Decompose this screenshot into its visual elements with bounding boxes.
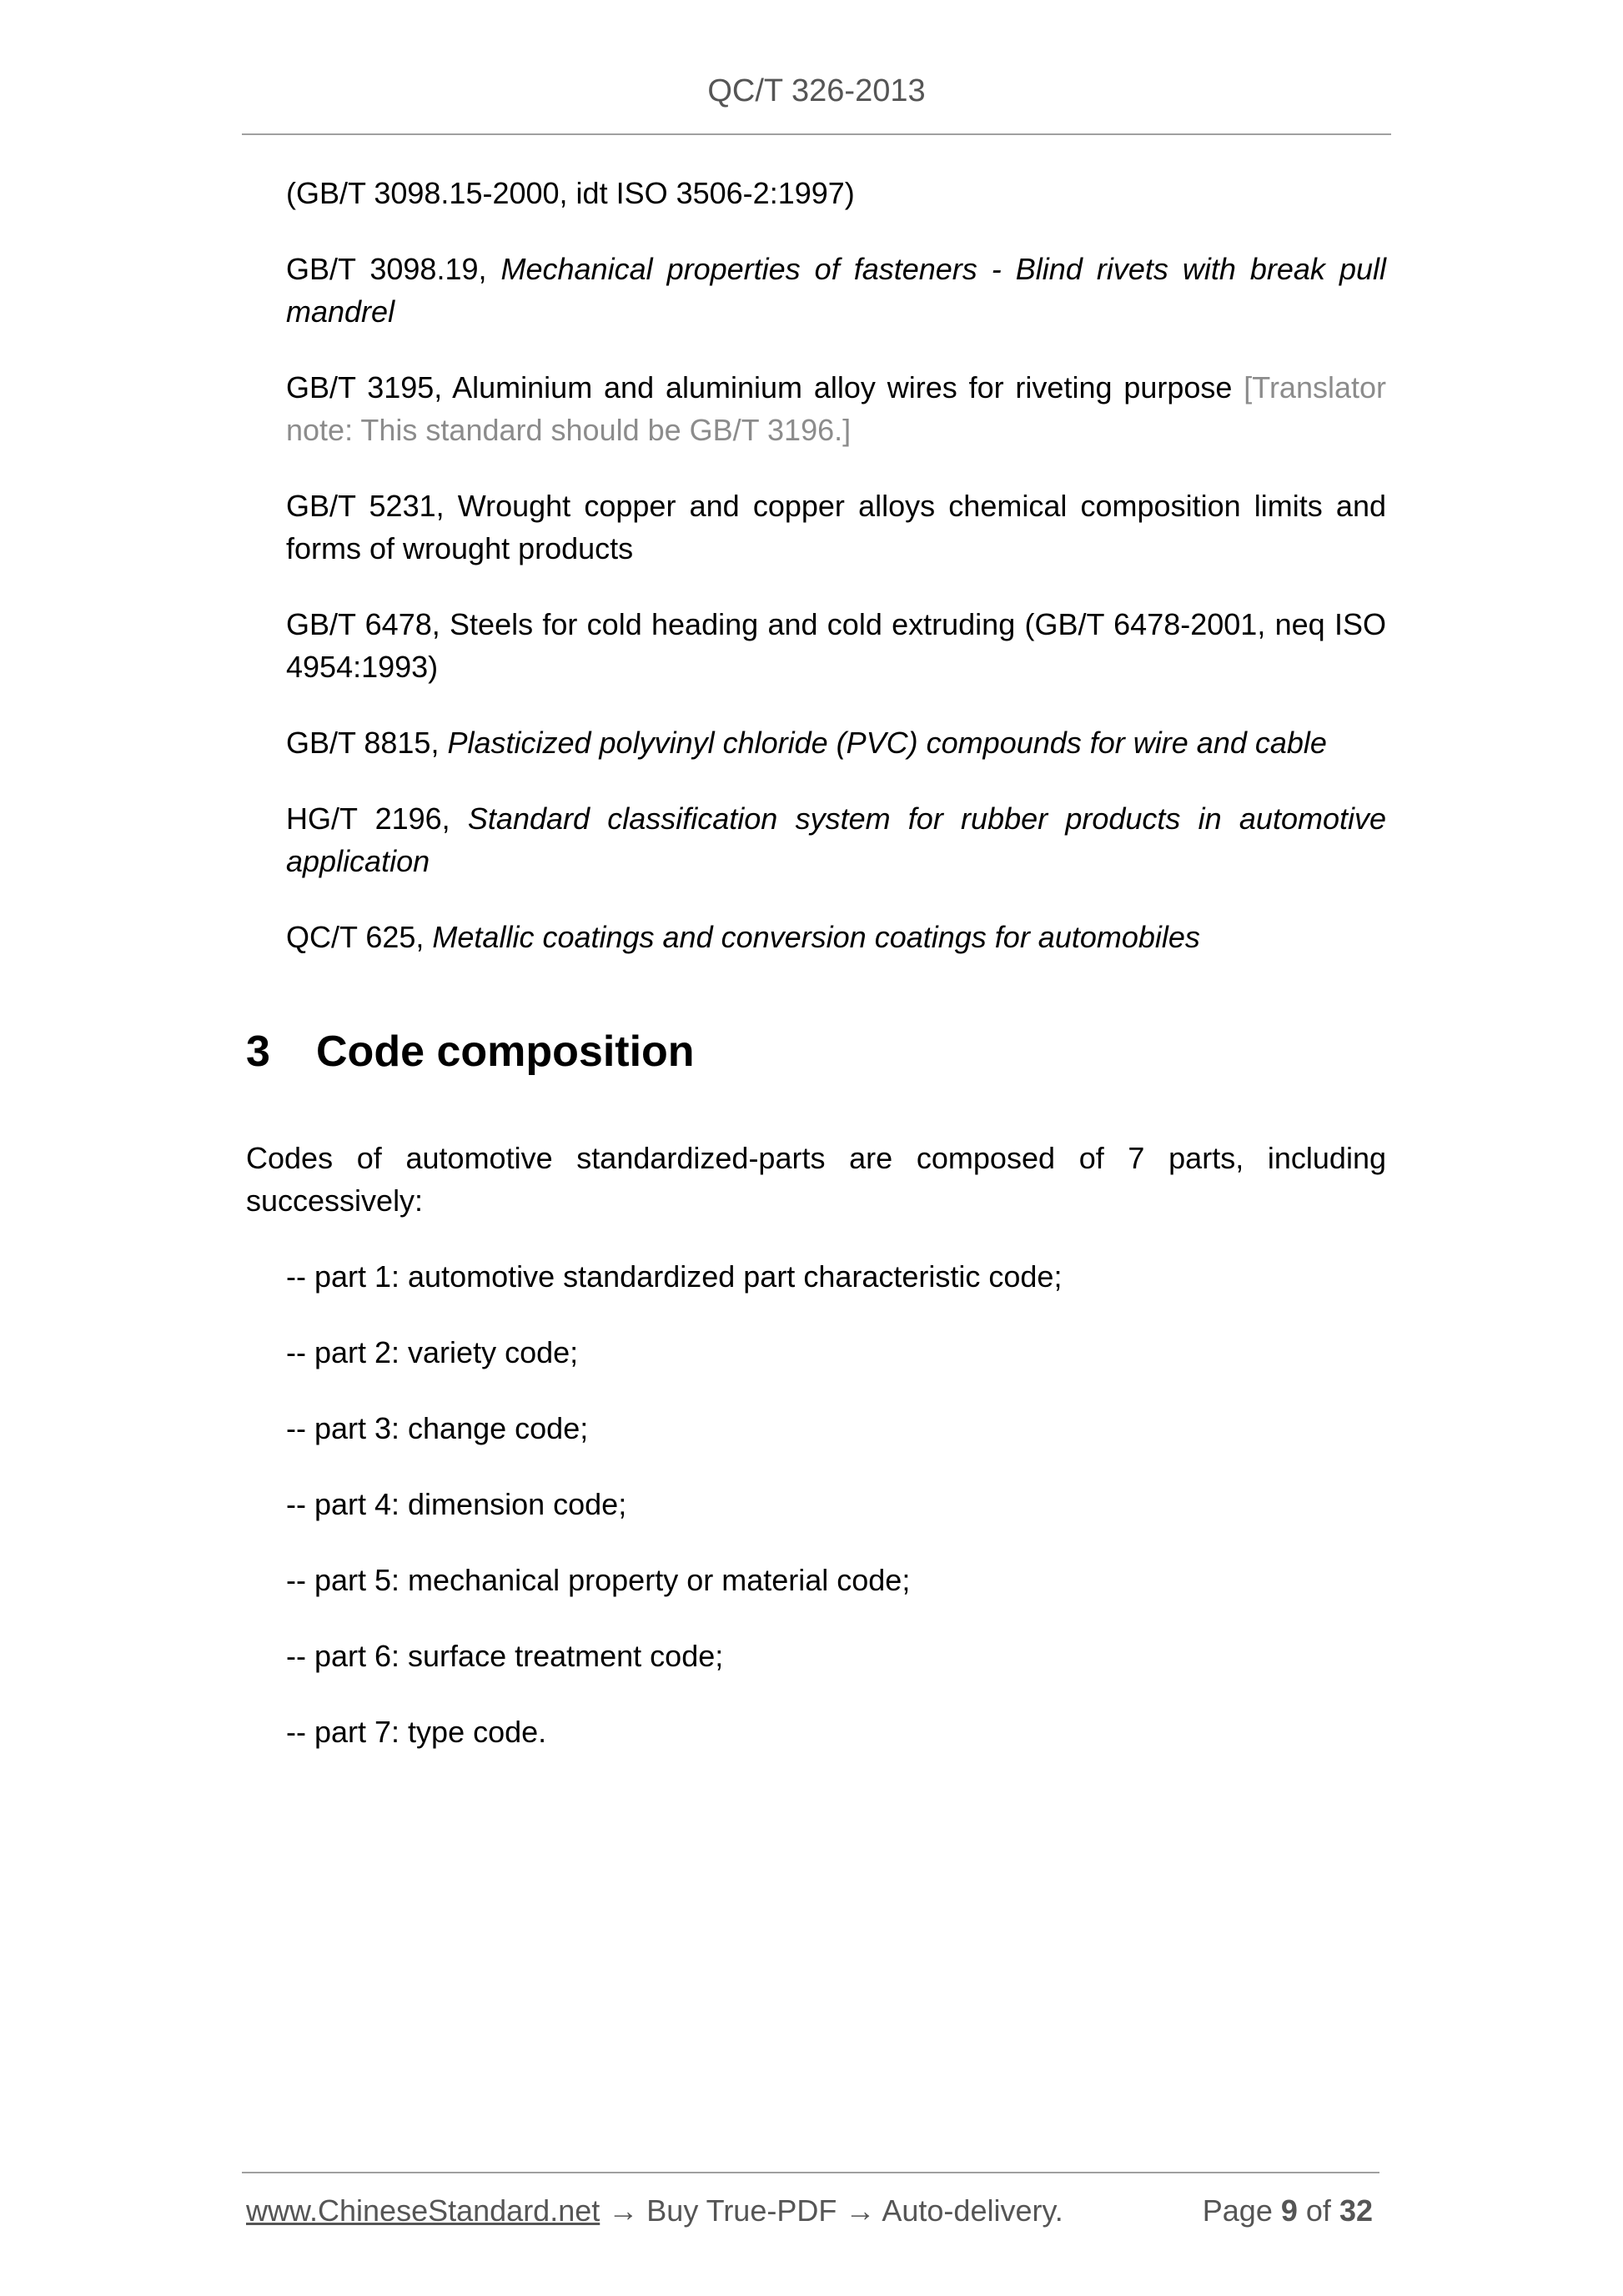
of-label: of bbox=[1305, 2193, 1331, 2228]
reference-item bbox=[246, 248, 1386, 333]
reference-code: HG/T 2196, bbox=[286, 801, 468, 836]
reference-code: GB/T 3195, Aluminium and aluminium alloy wires for riveting purpose bbox=[286, 370, 1244, 404]
footer-divider bbox=[242, 2172, 1379, 2173]
list-item: -- part 6: surface treatment code; bbox=[286, 1639, 724, 1673]
reference-item bbox=[246, 797, 1386, 882]
page-number bbox=[1203, 2190, 1373, 2232]
list-item: -- part 2: variety code; bbox=[286, 1335, 579, 1369]
translator-note: [Translator note: This standard should be GB/T 3196.] bbox=[286, 370, 1386, 447]
total-pages: 32 bbox=[1339, 2193, 1373, 2228]
document-header-title: QC/T 326-2013 bbox=[707, 73, 926, 108]
section-heading bbox=[246, 1027, 1386, 1077]
reference-item bbox=[246, 485, 1386, 570]
reference-code: GB/T 3098.19, bbox=[286, 252, 501, 286]
reference-code: QC/T 625, bbox=[286, 920, 433, 954]
reference-item bbox=[246, 603, 1386, 688]
reference-item bbox=[246, 366, 1386, 451]
header-divider bbox=[242, 133, 1391, 135]
website-link[interactable]: www.ChineseStandard.net bbox=[246, 2193, 600, 2228]
reference-code: GB/T 5231, Wrought copper and copper alloys chemical composition limits and forms of wrought products bbox=[286, 489, 1386, 565]
reference-code: (GB/T 3098.15-2000, idt ISO 3506-2:1997) bbox=[286, 176, 855, 210]
footer-promo bbox=[246, 2193, 1063, 2228]
reference-title: Plasticized polyvinyl chloride (PVC) compounds for wire and cable bbox=[447, 726, 1327, 760]
current-page: 9 bbox=[1280, 2193, 1298, 2228]
buy-pdf-text: Buy True-PDF bbox=[646, 2193, 837, 2228]
reference-title: Standard classification system for rubber products in automotive application bbox=[286, 801, 1387, 878]
reference-code: GB/T 8815, bbox=[286, 726, 448, 760]
section-intro: Codes of automotive standardized-parts are composed of 7 parts, including successively: bbox=[246, 1141, 1386, 1218]
list-item: -- part 5: mechanical property or material code; bbox=[286, 1563, 911, 1597]
reference-title: Mechanical properties of fasteners - Blind rivets with break pull mandrel bbox=[286, 252, 1386, 329]
list-item: -- part 4: dimension code; bbox=[286, 1487, 627, 1521]
page-label: Page bbox=[1202, 2193, 1273, 2228]
page-footer bbox=[246, 2190, 1379, 2232]
reference-code: GB/T 6478, Steels for cold heading and cold extruding (GB/T 6478-2001, neq ISO 4954:1993) bbox=[286, 607, 1386, 684]
auto-delivery-text: Auto-delivery. bbox=[882, 2193, 1063, 2228]
document-body bbox=[246, 172, 1386, 1786]
list-item: -- part 1: automotive standardized part characteristic code; bbox=[286, 1259, 1063, 1294]
reference-item bbox=[246, 172, 1386, 214]
arrow-icon: → bbox=[845, 2193, 876, 2228]
list-item: -- part 3: change code; bbox=[286, 1411, 589, 1445]
reference-item bbox=[246, 916, 1386, 958]
reference-title: Metallic coatings and conversion coatings for automobiles bbox=[432, 920, 1200, 954]
reference-item bbox=[246, 721, 1386, 764]
list-item: -- part 7: type code. bbox=[286, 1715, 547, 1749]
arrow-icon: → bbox=[608, 2193, 639, 2228]
section-number: 3 bbox=[246, 1027, 270, 1076]
section-title: Code composition bbox=[316, 1027, 695, 1076]
